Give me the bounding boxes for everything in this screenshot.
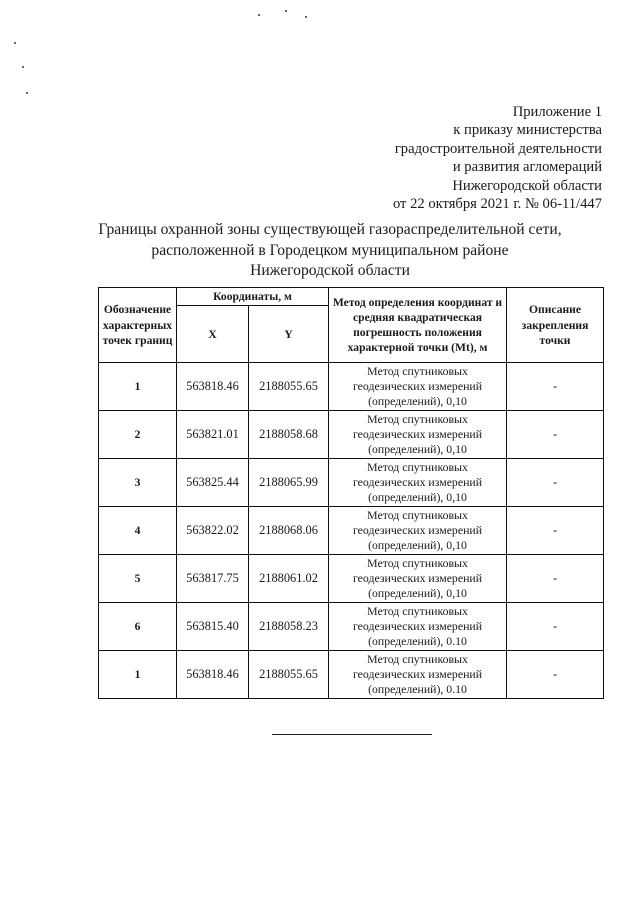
cell-y: 2188058.68 bbox=[249, 411, 329, 459]
cell-point: 5 bbox=[99, 555, 177, 603]
cell-y: 2188065.99 bbox=[249, 459, 329, 507]
cell-description: - bbox=[507, 411, 604, 459]
cell-method: Метод спутниковых геодезических измерений (определений), 0.10 bbox=[329, 651, 507, 699]
cell-x: 563817.75 bbox=[177, 555, 249, 603]
cell-point: 2 bbox=[99, 411, 177, 459]
cell-method: Метод спутниковых геодезических измерений (определений), 0,10 bbox=[329, 555, 507, 603]
appendix-header bbox=[282, 103, 602, 213]
header-y: Y bbox=[249, 306, 329, 363]
header-point-designation: Обозначение характерных точек границ bbox=[99, 288, 177, 363]
appendix-line: к приказу министерства bbox=[453, 122, 602, 139]
cell-method: Метод спутниковых геодезических измерений (определений), 0,10 bbox=[329, 411, 507, 459]
appendix-line: градостроительной деятельности bbox=[394, 140, 602, 157]
cell-method: Метод спутниковых геодезических измерений (определений), 0,10 bbox=[329, 363, 507, 411]
table-row bbox=[99, 459, 604, 507]
cell-y: 2188055.65 bbox=[249, 363, 329, 411]
table-row bbox=[99, 411, 604, 459]
scan-speck bbox=[26, 92, 28, 94]
cell-description: - bbox=[507, 651, 604, 699]
appendix-line: и развития агломераций bbox=[452, 159, 602, 176]
cell-description: - bbox=[507, 363, 604, 411]
boundary-points-table bbox=[98, 287, 604, 699]
scan-speck bbox=[305, 16, 307, 18]
scan-speck bbox=[14, 42, 16, 44]
appendix-line: Нижегородской области bbox=[452, 177, 602, 194]
table-row bbox=[99, 507, 604, 555]
cell-method: Метод спутниковых геодезических измерений (определений), 0,10 bbox=[329, 459, 507, 507]
cell-description: - bbox=[507, 507, 604, 555]
cell-point: 1 bbox=[99, 651, 177, 699]
cell-point: 1 bbox=[99, 363, 177, 411]
table-row bbox=[99, 651, 604, 699]
appendix-line: от 22 октября 2021 г. № 06-11/447 bbox=[392, 196, 602, 213]
cell-x: 563818.46 bbox=[177, 363, 249, 411]
document-title bbox=[40, 220, 620, 282]
title-line: Нижегородской области bbox=[250, 262, 410, 279]
cell-x: 563822.02 bbox=[177, 507, 249, 555]
cell-y: 2188061.02 bbox=[249, 555, 329, 603]
cell-description: - bbox=[507, 555, 604, 603]
scan-speck bbox=[258, 14, 260, 16]
cell-method: Метод спутниковых геодезических измерений (определений), 0.10 bbox=[329, 603, 507, 651]
cell-y: 2188068.06 bbox=[249, 507, 329, 555]
cell-point: 4 bbox=[99, 507, 177, 555]
cell-description: - bbox=[507, 603, 604, 651]
cell-point: 3 bbox=[99, 459, 177, 507]
cell-x: 563815.40 bbox=[177, 603, 249, 651]
cell-x: 563818.46 bbox=[177, 651, 249, 699]
table-row bbox=[99, 363, 604, 411]
table-row bbox=[99, 555, 604, 603]
cell-y: 2188058.23 bbox=[249, 603, 329, 651]
title-line: расположенной в Городецком муниципальном районе bbox=[151, 241, 509, 259]
closing-divider-line bbox=[272, 734, 432, 735]
scan-speck bbox=[285, 10, 287, 12]
cell-x: 563821.01 bbox=[177, 411, 249, 459]
header-x: X bbox=[177, 306, 249, 363]
header-description: Описание закрепления точки bbox=[507, 288, 604, 363]
cell-x: 563825.44 bbox=[177, 459, 249, 507]
appendix-line: Приложение 1 bbox=[512, 104, 602, 120]
header-coordinates: Координаты, м bbox=[177, 288, 329, 306]
cell-point: 6 bbox=[99, 603, 177, 651]
header-method: Метод определения координат и средняя квадратическая погрешность положения характерной точки (Mt), м bbox=[329, 288, 507, 363]
cell-method: Метод спутниковых геодезических измерений (определений), 0,10 bbox=[329, 507, 507, 555]
title-line: Границы охранной зоны существующей газораспределительной сети, bbox=[98, 221, 562, 238]
cell-y: 2188055.65 bbox=[249, 651, 329, 699]
table-row bbox=[99, 603, 604, 651]
scan-speck bbox=[22, 66, 24, 68]
table-header-row bbox=[99, 288, 604, 306]
cell-description: - bbox=[507, 459, 604, 507]
